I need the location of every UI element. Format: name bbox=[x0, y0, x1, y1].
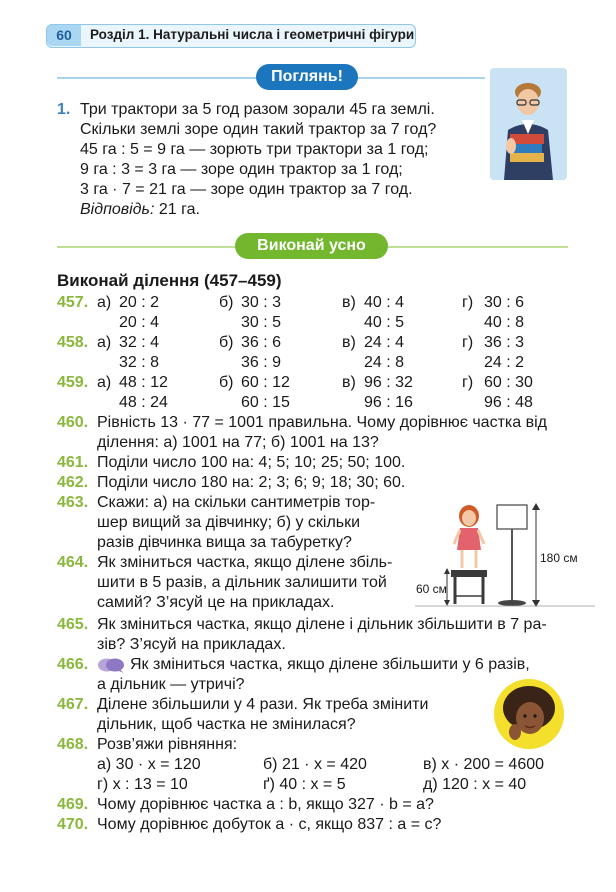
item-label: в) bbox=[342, 374, 356, 391]
problem-465-line-2: зів? З’ясуй на прикладах. bbox=[97, 636, 286, 653]
look-answer bbox=[80, 200, 200, 220]
look-line-3: 45 га : 5 = 9 га — зорють три трактори за 1 год; bbox=[80, 141, 429, 158]
division-expression: 20 : 2 bbox=[119, 294, 160, 311]
problem-470-line-1: Чому дорівнює добуток a · c, якщо 837 : a = c? bbox=[97, 816, 442, 833]
problem-number-463: 463. bbox=[57, 494, 89, 511]
division-expression: 48 : 24 bbox=[119, 394, 168, 411]
division-expression: 48 : 12 bbox=[119, 374, 168, 391]
problem-464-line-2: шити в 5 разів, а дільник залишити той bbox=[97, 574, 387, 591]
problem-466-line-1: Як зміниться частка, якщо ділене збільшити у 6 разів, bbox=[130, 656, 530, 673]
item-label: б) bbox=[219, 294, 234, 311]
division-expression: 32 : 8 bbox=[119, 354, 160, 371]
look-line-5: 3 га · 7 = 21 га — зоре один трактор за 7 год. bbox=[80, 181, 413, 198]
division-expression: 20 : 4 bbox=[119, 314, 160, 331]
division-expression: 36 : 3 bbox=[484, 334, 525, 351]
label-60-cm: 60 см bbox=[416, 582, 447, 596]
item-label: г) bbox=[462, 374, 474, 391]
problem-468-line-1: Розв’яжи рівняння: bbox=[97, 736, 238, 753]
look-line-4: 9 га : 3 = 3 га — зоре один трактор за 1 год; bbox=[80, 161, 403, 178]
problem-number-460: 460. bbox=[57, 414, 89, 431]
look-problem-number: 1. bbox=[57, 101, 71, 118]
item-label: б) bbox=[219, 334, 234, 351]
problem-464-line-1: Як зміниться частка, якщо ділене збіль- bbox=[97, 554, 393, 571]
division-expression: 24 : 4 bbox=[364, 334, 405, 351]
problem-number-468: 468. bbox=[57, 736, 89, 753]
look-badge: Поглянь! bbox=[256, 64, 358, 90]
division-expression: 96 : 48 bbox=[484, 394, 533, 411]
oral-heading: Виконай ділення (457–459) bbox=[57, 271, 282, 290]
item-label: а) bbox=[97, 374, 112, 391]
equation-b: б) 21 · x = 420 bbox=[263, 756, 367, 773]
problem-466-line-2: а дільник — утричі? bbox=[97, 676, 245, 693]
problem-number-457: 457. bbox=[57, 294, 89, 311]
problem-number-467: 467. bbox=[57, 696, 89, 713]
problem-463-line-3: разів дівчинка вища за табуретку? bbox=[97, 534, 352, 551]
problem-462-line-1: Поділи число 180 на: 2; 3; 6; 9; 18; 30; 60. bbox=[97, 474, 406, 491]
problem-number-458: 458. bbox=[57, 334, 89, 351]
division-expression: 30 : 5 bbox=[241, 314, 282, 331]
division-expression: 36 : 6 bbox=[241, 334, 282, 351]
division-expression: 24 : 8 bbox=[364, 354, 405, 371]
problem-463-line-1: Скажи: а) на скільки сантиметрів тор- bbox=[97, 494, 376, 511]
problem-number-465: 465. bbox=[57, 616, 89, 633]
answer-value: 21 га. bbox=[154, 201, 200, 218]
item-label: а) bbox=[97, 294, 112, 311]
answer-label: Відповідь: bbox=[80, 201, 155, 218]
item-label: б) bbox=[219, 374, 234, 391]
problem-469-line-1: Чому дорівнює частка a : b, якщо 327 · b = a? bbox=[97, 796, 434, 813]
equation-v: в) x · 200 = 4600 bbox=[423, 756, 545, 773]
equation-a: а) 30 · x = 120 bbox=[97, 756, 201, 773]
item-label: в) bbox=[342, 294, 356, 311]
problem-464-line-3: самий? З’ясуй це на прикладах. bbox=[97, 594, 335, 611]
item-label: г) bbox=[462, 294, 474, 311]
chapter-title: Розділ 1. Натуральні числа і геометричні фігури bbox=[90, 27, 415, 42]
problem-463-line-2: шер вищий за дівчинку; б) у скільки bbox=[97, 514, 361, 531]
problem-460-line-1: Рівність 13 · 77 = 1001 правильна. Чому дорівнює частка від bbox=[97, 414, 547, 431]
division-expression: 30 : 6 bbox=[484, 294, 525, 311]
division-expression: 40 : 4 bbox=[364, 294, 405, 311]
division-expression: 36 : 9 bbox=[241, 354, 282, 371]
girl-portrait-image bbox=[493, 678, 565, 750]
problem-461-line-1: Поділи число 100 на: 4; 5; 10; 25; 50; 100. bbox=[97, 454, 406, 471]
division-expression: 30 : 3 bbox=[241, 294, 282, 311]
equation-g-prime: ґ) 40 : x = 5 bbox=[263, 776, 346, 793]
problem-number-459: 459. bbox=[57, 374, 89, 391]
item-label: в) bbox=[342, 334, 356, 351]
division-expression: 60 : 30 bbox=[484, 374, 533, 391]
division-expression: 24 : 2 bbox=[484, 354, 525, 371]
look-line-2: Скільки землі зоре один такий трактор за 7 год? bbox=[80, 121, 437, 138]
division-expression: 32 : 4 bbox=[119, 334, 160, 351]
look-line-1: Три трактори за 5 год разом зорали 45 га землі. bbox=[80, 101, 435, 118]
discussion-bubble-icon bbox=[97, 657, 125, 673]
division-expression: 96 : 32 bbox=[364, 374, 413, 391]
division-expression: 60 : 12 bbox=[241, 374, 290, 391]
problem-number-462: 462. bbox=[57, 474, 89, 491]
problem-467-line-2: дільник, щоб частка не змінилася? bbox=[97, 716, 356, 733]
page-number: 60 bbox=[47, 25, 81, 46]
problem-number-469: 469. bbox=[57, 796, 89, 813]
boy-with-books-image bbox=[490, 68, 567, 180]
division-expression: 60 : 15 bbox=[241, 394, 290, 411]
problem-465-line-1: Як зміниться частка, якщо ділене і дільник збільшити в 7 ра- bbox=[97, 616, 547, 633]
oral-badge: Виконай усно bbox=[235, 233, 388, 259]
equation-g: г) x : 13 = 10 bbox=[97, 776, 188, 793]
item-label: а) bbox=[97, 334, 112, 351]
problem-number-470: 470. bbox=[57, 816, 89, 833]
equation-d: д) 120 : x = 40 bbox=[423, 776, 527, 793]
division-expression: 96 : 16 bbox=[364, 394, 413, 411]
item-label: г) bbox=[462, 334, 474, 351]
problem-number-466: 466. bbox=[57, 656, 89, 673]
division-expression: 40 : 5 bbox=[364, 314, 405, 331]
division-expression: 40 : 8 bbox=[484, 314, 525, 331]
label-180-cm: 180 см bbox=[540, 551, 578, 565]
problem-number-464: 464. bbox=[57, 554, 89, 571]
problem-number-461: 461. bbox=[57, 454, 89, 471]
problem-460-line-2: ділення: а) 1001 на 77; б) 1001 на 13? bbox=[97, 434, 379, 451]
problem-467-line-1: Ділене збільшили у 4 рази. Як треба змінити bbox=[97, 696, 429, 713]
